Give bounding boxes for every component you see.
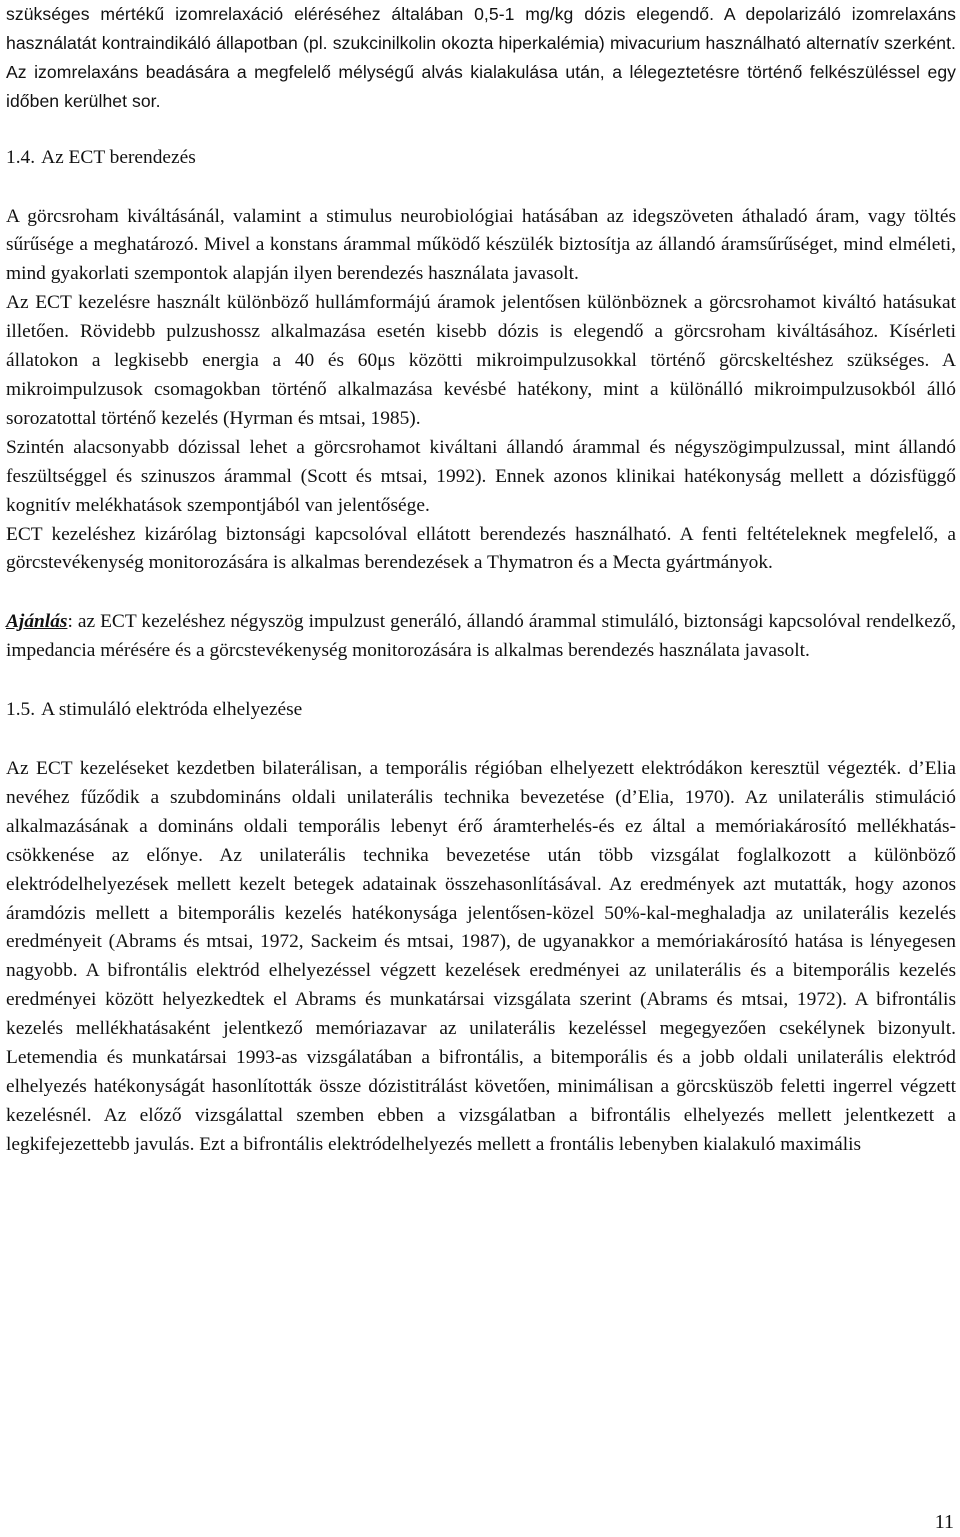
body-paragraph: Az ECT kezeléseket kezdetben bilaterálisan, a temporális régióban elhelyezett elektródákon keresztül végezték. d’Elia nevéhez fűződik a szubdomináns oldali unilaterális technika bevezetése (d’Elia, 1970). Az unilaterális stimuláció alkalmazásának a domináns oldali temporális lebenyt érő áramterhelés-és ez által a memóriakárosító mellékhatás-csökkenése az előnye. Az unilaterális technika bevezetése után több vizsgálat foglalkozott a különböző elektródelhelyezések mellett kezelt betegek adatainak összehasonlításával. Az eredmények azt mutatták, hogy azonos áramdózis mellett a bitemporális kezelés hatékonysága jelentősen-közel 50%-kal-meghaladja az unilaterális kezelés eredményeit (Abrams és mtsai, 1972, Sackeim és mtsai, 1987), de ugyanakkor a memóriakárosító hatása is lényegesen nagyobb. A bifrontális elektród elhelyezéssel végzett kezelések eredményei az unilaterális és a bitemporális kezelés eredményei között helyezkedtek el Abrams és munkatársai vizsgálata szerint (Abrams és mtsai, 1972). A bifrontális kezelés mellékhatásaként jelentkező memóriazavar az unilaterális kezeléssel megegyezően csekélynek bizonyult. Letemendia és munkatársai 1993-as vizsgálatában a bifrontális, a bitemporális és a jobb oldali unilaterális elektród elhelyezés hatékonyságát hasonlították össze dózistitrálást követően, minimálisan a görcsküszöb feletti ingerrel végzett kezelésnél. Az előző vizsgálattal szemben ebben a vizsgálatban a bifrontális elhelyezés mellett jelentkezett a legkifejezettebb javulás. Ezt a bifrontális elektródelhelyezés mellett a frontális lebenyben kialakuló maximális [6, 758, 956, 1155]
spacer [6, 116, 956, 144]
body-paragraph: A görcsroham kiváltásánál, valamint a stimulus neurobiológiai hatásában az idegszöveten áthaladó áram, vagy töltés sűrűsége a meghatározó. Mivel a konstans árammal működő készülék biztosítja az állandó áramsűrűséget, mind elméleti, mind gyakorlati szempontok alapján ilyen berendezés használata javasolt. [6, 205, 956, 285]
section-title: A stimuláló elektróda elhelyezése [41, 699, 303, 721]
recommendation-colon: : [67, 611, 73, 633]
section-number: 1.4. [6, 146, 36, 168]
section-heading-1-5 [6, 696, 956, 725]
spacer [6, 666, 956, 696]
spacer [6, 578, 956, 608]
spacer [6, 173, 956, 203]
section-title: Az ECT berendezés [41, 146, 196, 168]
body-paragraph: Szintén alacsonyabb dózissal lehet a görcsrohamot kiváltani állandó árammal és négyszögimpulzussal, mint állandó feszültséggel és szinuszos árammal (Scott és mtsai, 1992). Ennek azonos klinikai hatékonyság mellett a dózisfüggő kognitív melékhatások szempontjából van jelentősége. [6, 436, 956, 516]
document-page [6, 0, 956, 1160]
intro-paragraph: szükséges mértékű izomrelaxáció eléréséhez általában 0,5-1 mg/kg dózis elegendő. A depolarizáló izomrelaxáns használatát kontraindikáló állapotban (pl. szukcinilkolin okozta hiperkalémia) mivacurium használható alternatív szerként. Az izomrelaxáns beadására a megfelelő mélységű alvás kialakulása után, a lélegeztetésre történő felkészüléssel egy időben kerülhet sor. [6, 4, 956, 111]
spacer [6, 725, 956, 755]
recommendation-text: az ECT kezeléshez négyszög impulzust generáló, állandó árammal stimuláló, biztonsági kapcsolóval rendelkező, impedancia mérésére és a görcstevékenység monitorozására is alkalmas berendezés használata javasolt. [6, 611, 956, 662]
recommendation-label: Ajánlás [6, 611, 68, 633]
body-paragraph: Az ECT kezelésre használt különböző hullámformájú áramok jelentősen különböznek a görcsrohamot kiváltó hatásukat illetően. Rövidebb pulzushossz alkalmazása esetén kisebb dózis is elegendő a görcsroham kiváltásához. Kísérleti állatokon a legkisebb energia a 40 és 60μs közötti mikroimpulzusokkal történő görcskeltéshez szükséges. A mikroimpulzusok csomagokban történő alkalmazása kevésbé hatékony, mint a különálló mikroimpulzusokból álló sorozatottal történő kezelés (Hyrman és mtsai, 1985). [6, 292, 956, 429]
section-heading-1-4 [6, 144, 956, 173]
recommendation-paragraph [6, 608, 956, 666]
section-number: 1.5. [6, 699, 36, 721]
page-number: 11 [934, 1511, 954, 1533]
body-paragraph: ECT kezeléshez kizárólag biztonsági kapcsolóval ellátott berendezés használható. A fenti feltételeknek megfelelő, a görcstevékenység monitorozására is alkalmas berendezések a Thymatron és a Mecta gyártmányok. [6, 523, 956, 574]
